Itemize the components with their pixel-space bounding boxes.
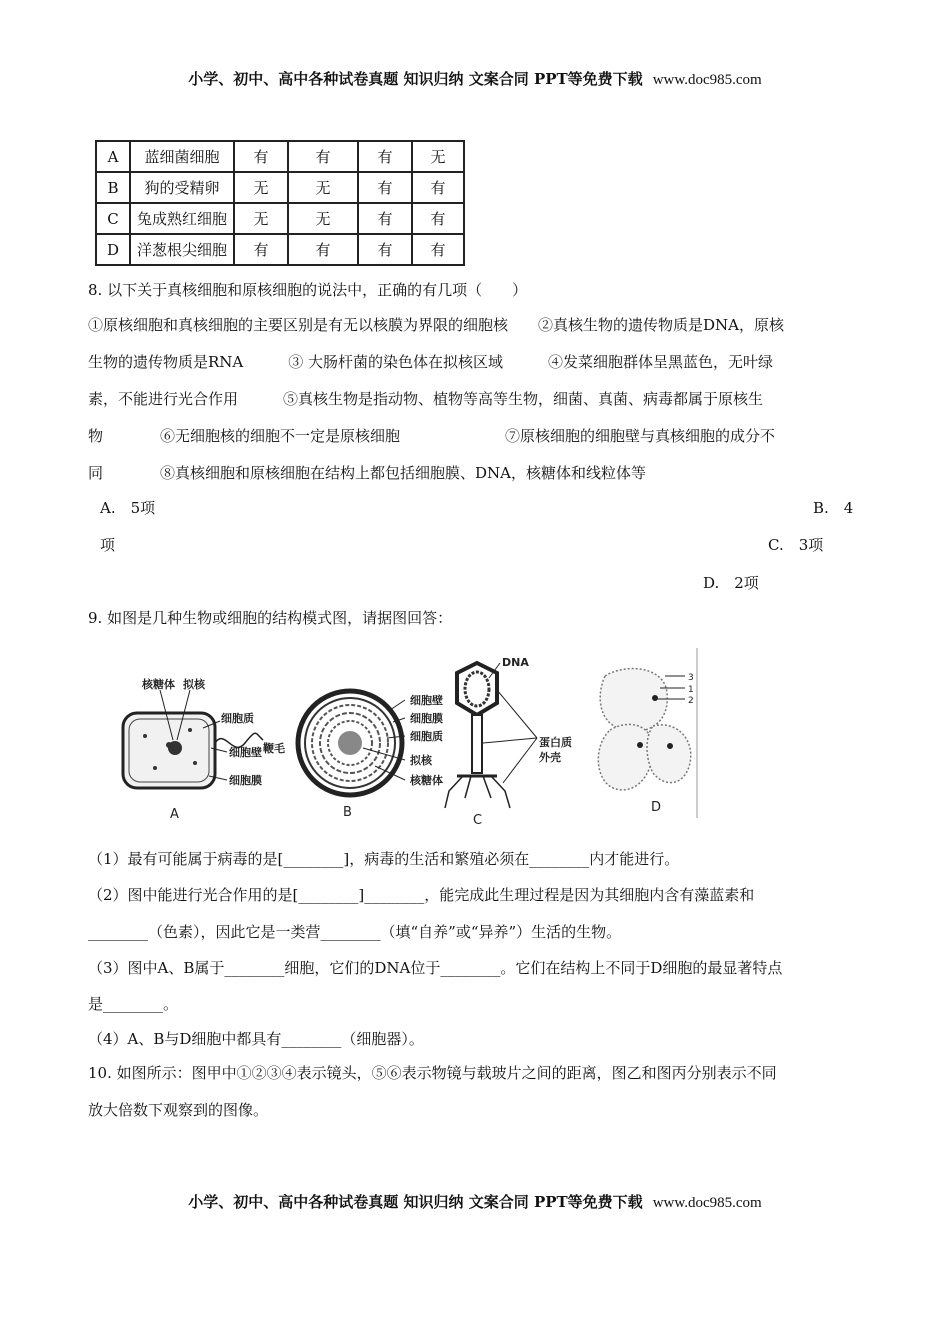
- label-d-3: 3: [688, 673, 694, 683]
- label-a-membrane: 细胞膜: [229, 774, 262, 787]
- q8-line-3: 素，不能进行光合作用 ⑤真核生物是指动物、植物等高等生物，细菌、真菌、病毒都属于原核生: [88, 390, 764, 408]
- label-b-membrane: 细胞膜: [410, 712, 443, 725]
- page-header: [0, 68, 950, 89]
- label-a-nucleoid: 拟核: [183, 678, 205, 691]
- q8-line-4a: 物: [88, 427, 104, 445]
- label-d-1: 1: [688, 685, 694, 695]
- q8-option-a: A. 5项: [100, 499, 156, 517]
- header-url[interactable]: www.doc985.com: [652, 72, 762, 88]
- caption-b: B: [343, 805, 352, 820]
- q8-line-4c: ⑦原核细胞的细胞壁与真核细胞的成分不: [505, 427, 776, 445]
- table-row: C 兔成熟红细胞 无 无 有 有: [96, 203, 464, 234]
- label-b-cytoplasm: 细胞质: [410, 730, 443, 743]
- footer-text: 小学、初中、高中各种试卷真题 知识归纳 文案合同 PPT等免费下载: [188, 1193, 643, 1211]
- q9-stem: 9. 如图是几种生物或细胞的结构模式图，请据图回答：: [88, 609, 453, 627]
- caption-c: C: [473, 813, 483, 828]
- label-b-nucleoid: 拟核: [410, 754, 432, 767]
- label-a-ribosome: 核糖体: [142, 678, 175, 691]
- q8-line-4b: ⑥无细胞核的细胞不一定是原核细胞: [160, 427, 401, 445]
- figure-a-bacterium: [123, 677, 285, 822]
- label-c-dna: DNA: [502, 656, 529, 669]
- figure-d-cells: [598, 648, 697, 818]
- header-text: 小学、初中、高中各种试卷真题 知识归纳 文案合同 PPT等免费下载: [188, 70, 643, 88]
- answer-table: [95, 140, 465, 266]
- table-row: B 狗的受精卵 无 无 有 有: [96, 172, 464, 203]
- q8-line-5b: ⑧真核细胞和原核细胞在结构上都包括细胞膜、DNA，核糖体和线粒体等: [160, 464, 646, 482]
- figure-c-phage: [445, 656, 572, 828]
- label-c-protein: 蛋白质: [539, 736, 572, 749]
- q8-option-b-cont: 项: [100, 536, 116, 554]
- label-a-flagellum: 鞭毛: [263, 742, 285, 755]
- table-row: D 洋葱根尖细胞 有 有 有 有: [96, 234, 464, 265]
- q10-line-1: 10. 如图所示：图甲中①②③④表示镜头，⑤⑥表示物镜与载玻片之间的距离，图乙和图丙分别表示不同: [88, 1064, 777, 1082]
- q9-sub-2b: ________（色素），因此它是一类营________（填“自养”或“异养”）生活的生物。: [88, 923, 622, 941]
- q9-sub-1: （1）最有可能属于病毒的是[________]，病毒的生活和繁殖必须在________内才能进行。: [88, 850, 680, 868]
- label-d-2: 2: [688, 696, 694, 706]
- q9-sub-3b: 是________。: [88, 995, 179, 1013]
- page-footer: [0, 1191, 950, 1212]
- q8-line-5a: 同: [88, 464, 104, 482]
- label-b-wall: 细胞壁: [410, 694, 443, 707]
- q10-line-2: 放大倍数下观察到的图像。: [88, 1101, 269, 1119]
- q9-sub-2a: （2）图中能进行光合作用的是[________]________，能完成此生理过程是因为其细胞内含有藻蓝素和: [88, 886, 755, 904]
- q8-line-1: ①原核细胞和真核细胞的主要区别是有无以核膜为界限的细胞核 ②真核生物的遗传物质是DNA，原核: [88, 316, 784, 334]
- label-a-wall: 细胞壁: [229, 746, 262, 759]
- footer-url[interactable]: www.doc985.com: [652, 1195, 762, 1211]
- q8-option-b: B. 4: [813, 499, 854, 517]
- table-row: A 蓝细菌细胞 有 有 有 无: [96, 141, 464, 172]
- q9-sub-4: （4）A、B与D细胞中都具有________（细胞器）。: [88, 1030, 424, 1048]
- q8-stem: 8. 以下关于真核细胞和原核细胞的说法中，正确的有几项（ ）: [88, 281, 528, 299]
- figure-b-cyanobacterium: [298, 691, 443, 820]
- q8-option-c: C. 3项: [768, 536, 824, 554]
- caption-d: D: [651, 800, 662, 815]
- q8-option-d: D. 2项: [703, 574, 759, 592]
- label-b-ribosome: 核糖体: [410, 774, 443, 787]
- label-a-cytoplasm: 细胞质: [221, 712, 254, 725]
- label-c-shell: 外壳: [539, 751, 561, 764]
- cell-structure-figure: [105, 648, 705, 828]
- caption-a: A: [170, 807, 179, 822]
- q9-sub-3a: （3）图中A、B属于________细胞，它们的DNA位于________。它们在结构上不同于D细胞的最显著特点: [88, 959, 783, 977]
- q8-line-2: 生物的遗传物质是RNA ③ 大肠杆菌的染色体在拟核区域 ④发菜细胞群体呈黑蓝色，无叶绿: [88, 353, 774, 371]
